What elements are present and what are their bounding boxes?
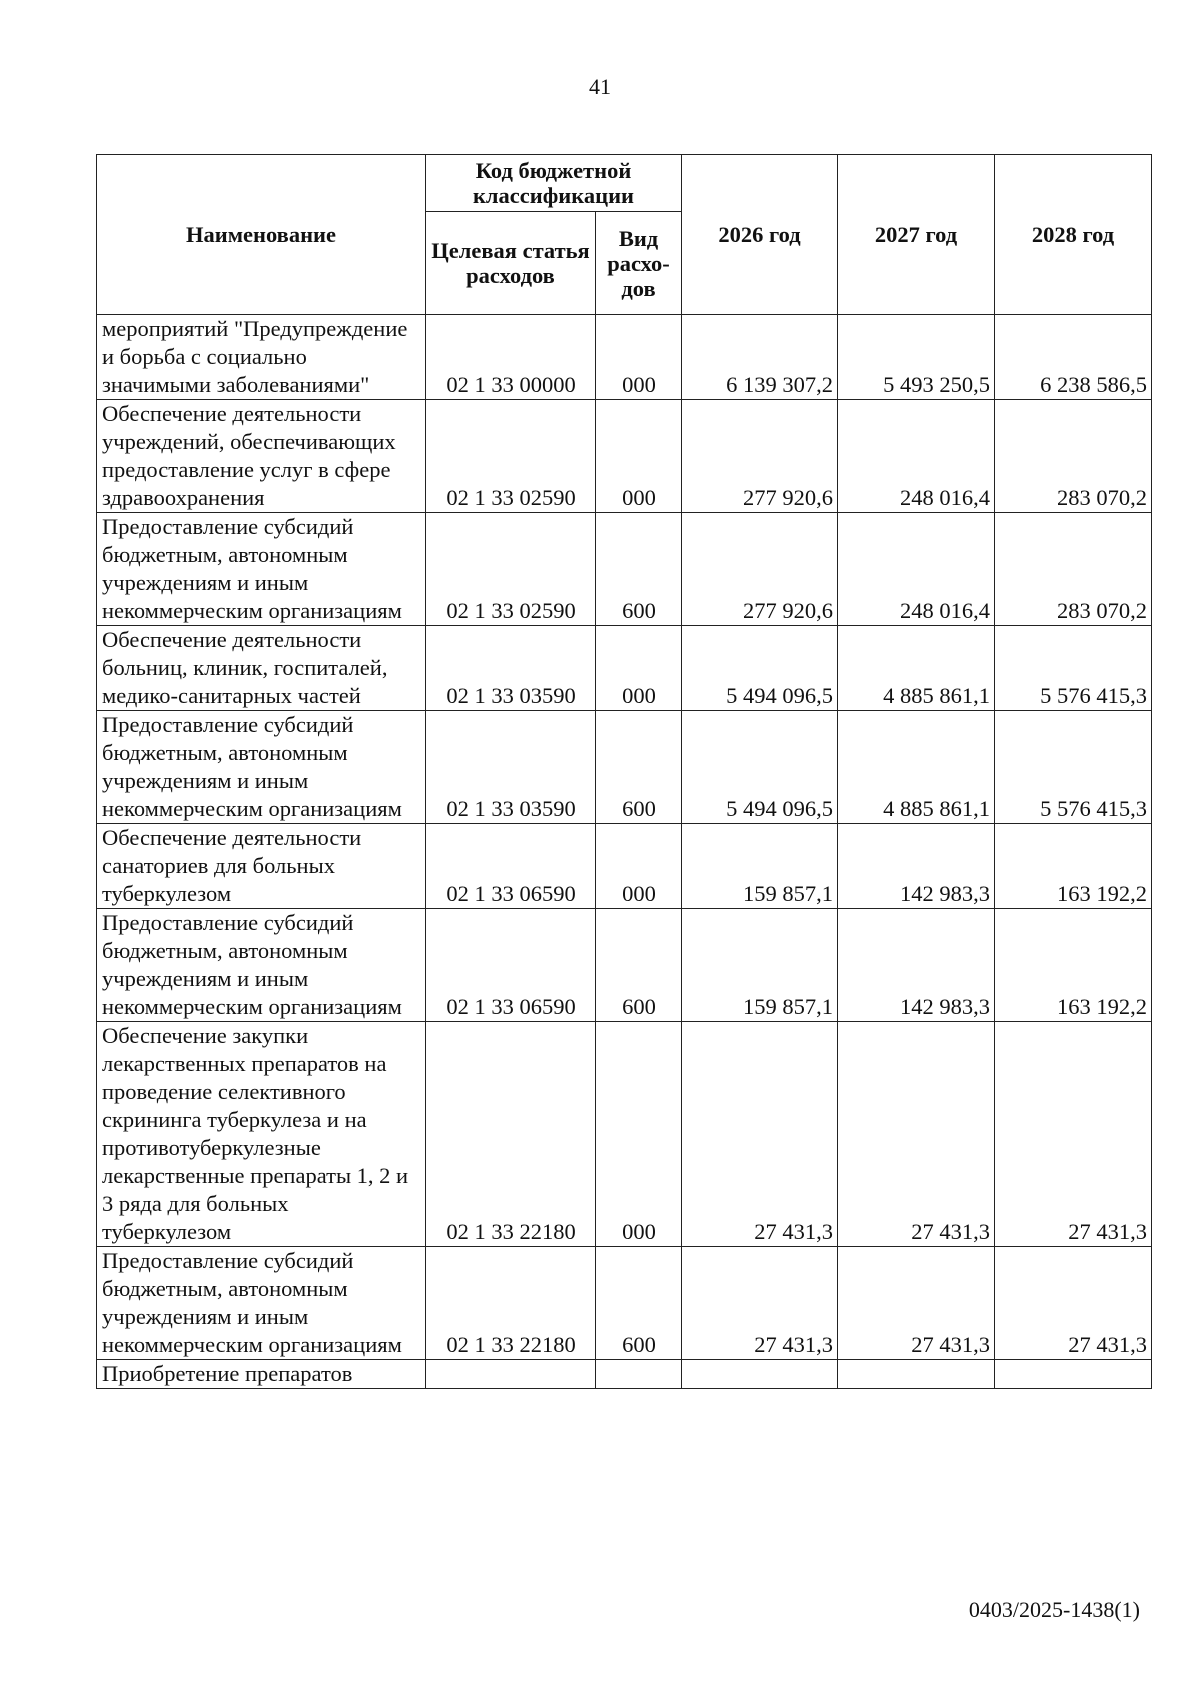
cell-target-article: 02 1 33 00000: [426, 315, 596, 400]
cell-2028: 283 070,2: [995, 513, 1152, 626]
cell-2027: 4 885 861,1: [838, 711, 995, 824]
cell-expense-kind: 000: [596, 315, 682, 400]
table-header: [97, 155, 1152, 315]
cell-2026: 277 920,6: [682, 513, 838, 626]
cell-2027: 248 016,4: [838, 513, 995, 626]
cell-2027: 27 431,3: [838, 1247, 995, 1360]
cell-expense-kind: 600: [596, 711, 682, 824]
cell-2028: 5 576 415,3: [995, 711, 1152, 824]
cell-target-article: 02 1 33 03590: [426, 711, 596, 824]
cell-2026: 27 431,3: [682, 1022, 838, 1247]
cell-2028: [995, 1360, 1152, 1389]
table-row: [97, 626, 1152, 711]
cell-2028: 6 238 586,5: [995, 315, 1152, 400]
cell-expense-kind: 000: [596, 824, 682, 909]
cell-2028: 5 576 415,3: [995, 626, 1152, 711]
cell-name: Обеспечение деятельности больниц, клиник, госпиталей, медико-санитарных частей: [97, 626, 426, 711]
table-row: [97, 513, 1152, 626]
cell-expense-kind: 600: [596, 909, 682, 1022]
cell-2028: 163 192,2: [995, 824, 1152, 909]
cell-2028: 283 070,2: [995, 400, 1152, 513]
cell-2027: 4 885 861,1: [838, 626, 995, 711]
cell-target-article: 02 1 33 22180: [426, 1022, 596, 1247]
cell-name: Предоставление субсидий бюджетным, автономным учреждениям и иным некоммерческим организациям: [97, 909, 426, 1022]
cell-name: мероприятий "Предупреждение и борьба с социально значимыми заболеваниями": [97, 315, 426, 400]
cell-2027: 27 431,3: [838, 1022, 995, 1247]
cell-target-article: 02 1 33 02590: [426, 513, 596, 626]
table-row: [97, 909, 1152, 1022]
cell-2026: 159 857,1: [682, 909, 838, 1022]
cell-2027: 5 493 250,5: [838, 315, 995, 400]
cell-target-article: 02 1 33 03590: [426, 626, 596, 711]
header-kbk: Код бюджетной классификации: [426, 155, 682, 212]
header-2027: 2027 год: [838, 155, 995, 315]
header-expense-kind: Вид расхо-дов: [596, 212, 682, 315]
cell-2026: 5 494 096,5: [682, 711, 838, 824]
cell-2028: 27 431,3: [995, 1247, 1152, 1360]
cell-2026: 5 494 096,5: [682, 626, 838, 711]
cell-expense-kind: [596, 1360, 682, 1389]
header-target-article: Целевая статья расходов: [426, 212, 596, 315]
cell-name: Обеспечение деятельности учреждений, обеспечивающих предоставление услуг в сфере здравоохранения: [97, 400, 426, 513]
cell-name: Приобретение препаратов: [97, 1360, 426, 1389]
cell-name: Предоставление субсидий бюджетным, автономным учреждениям и иным некоммерческим организациям: [97, 711, 426, 824]
cell-2026: 159 857,1: [682, 824, 838, 909]
header-2028: 2028 год: [995, 155, 1152, 315]
cell-expense-kind: 000: [596, 400, 682, 513]
cell-2026: 27 431,3: [682, 1247, 838, 1360]
cell-expense-kind: 000: [596, 626, 682, 711]
cell-expense-kind: 600: [596, 1247, 682, 1360]
table-row: [97, 1360, 1152, 1389]
header-name: Наименование: [97, 155, 426, 315]
table-row: [97, 711, 1152, 824]
table-row: [97, 824, 1152, 909]
cell-2027: 142 983,3: [838, 909, 995, 1022]
document-code: 0403/2025-1438(1): [968, 1597, 1140, 1622]
cell-target-article: 02 1 33 06590: [426, 824, 596, 909]
cell-name: Обеспечение закупки лекарственных препаратов на проведение селективного скрининга туберкулеза и на противотуберкулезные лекарственные препараты 1, 2 и 3 ряда для больных туберкулезом: [97, 1022, 426, 1247]
cell-2028: 27 431,3: [995, 1022, 1152, 1247]
cell-target-article: 02 1 33 22180: [426, 1247, 596, 1360]
cell-target-article: 02 1 33 02590: [426, 400, 596, 513]
cell-2026: 6 139 307,2: [682, 315, 838, 400]
table-body: [97, 315, 1152, 1389]
cell-2027: [838, 1360, 995, 1389]
cell-2027: 142 983,3: [838, 824, 995, 909]
cell-name: Предоставление субсидий бюджетным, автономным учреждениям и иным некоммерческим организациям: [97, 513, 426, 626]
table-row: [97, 1022, 1152, 1247]
cell-2027: 248 016,4: [838, 400, 995, 513]
cell-2028: 163 192,2: [995, 909, 1152, 1022]
table-row: [97, 400, 1152, 513]
cell-expense-kind: 000: [596, 1022, 682, 1247]
cell-target-article: [426, 1360, 596, 1389]
cell-name: Предоставление субсидий бюджетным, автономным учреждениям и иным некоммерческим организациям: [97, 1247, 426, 1360]
page-number: 41: [589, 74, 611, 99]
budget-table: [96, 154, 1152, 1389]
cell-2026: [682, 1360, 838, 1389]
header-2026: 2026 год: [682, 155, 838, 315]
cell-name: Обеспечение деятельности санаториев для больных туберкулезом: [97, 824, 426, 909]
cell-expense-kind: 600: [596, 513, 682, 626]
cell-target-article: 02 1 33 06590: [426, 909, 596, 1022]
table-row: [97, 1247, 1152, 1360]
cell-2026: 277 920,6: [682, 400, 838, 513]
table-row: [97, 315, 1152, 400]
